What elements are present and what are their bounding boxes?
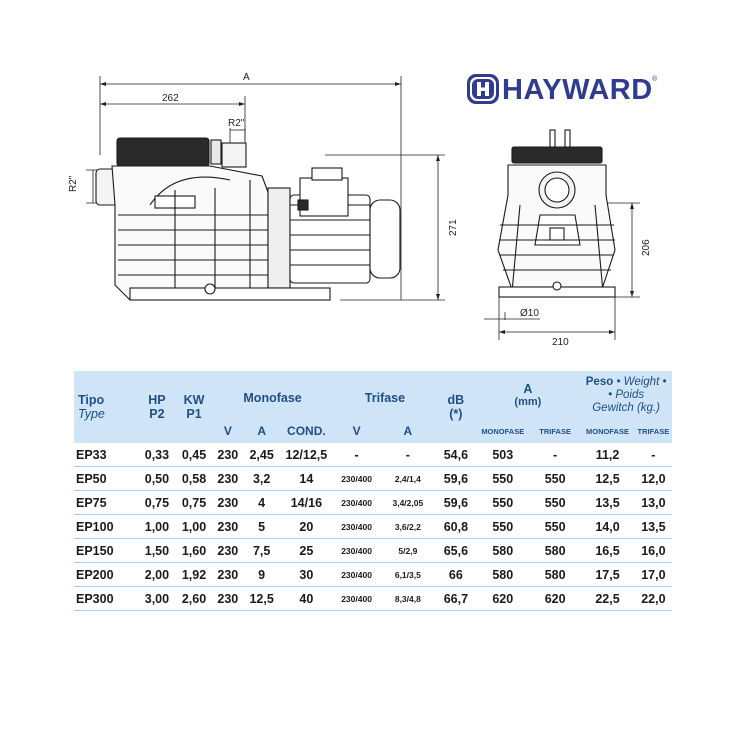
cell-kw: 1,00 — [177, 515, 212, 539]
table-row — [74, 587, 672, 611]
cell-w-mono: 16,5 — [580, 539, 635, 563]
type-label: Type — [78, 407, 105, 421]
sub-a-trifase: TRIFASE — [530, 419, 580, 443]
cell-db: 59,6 — [436, 467, 475, 491]
cell-v: 230 — [211, 491, 244, 515]
cell-hp: 0,50 — [137, 467, 176, 491]
cell-tri-v: 230/400 — [334, 491, 380, 515]
cell-a: 5 — [244, 515, 279, 539]
cell-tri-v: 230/400 — [334, 467, 380, 491]
weight-label: • Weight • — [616, 375, 667, 388]
brand-name: HAYWARD — [502, 74, 653, 106]
cell-v: 230 — [211, 515, 244, 539]
dim-271: 271 — [448, 219, 459, 236]
cell-cond: 14 — [279, 467, 334, 491]
cell-w-tri: 13,5 — [635, 515, 672, 539]
cell-model: EP150 — [74, 539, 137, 563]
cell-db: 54,6 — [436, 443, 475, 467]
dim-a: A — [243, 72, 250, 83]
peso-label: Peso — [585, 375, 614, 388]
cell-tri-a: 2,4/1,4 — [379, 467, 436, 491]
cell-w-mono: 17,5 — [580, 563, 635, 587]
sub-a-monofase: MONOFASE — [476, 419, 531, 443]
col-a — [476, 371, 581, 419]
cell-tri-v: - — [334, 443, 380, 467]
cell-tri-a: 6,1/3,5 — [379, 563, 436, 587]
cell-tri-v: 230/400 — [334, 515, 380, 539]
sub-tri-a: A — [379, 419, 436, 443]
cell-tri-v: 230/400 — [334, 539, 380, 563]
hp-label: HP — [148, 393, 166, 407]
dim-210: 210 — [552, 337, 569, 348]
cell-kw: 1,92 — [177, 563, 212, 587]
table-row — [74, 515, 672, 539]
cell-w-tri: 13,0 — [635, 491, 672, 515]
cell-w-mono: 22,5 — [580, 587, 635, 611]
col-kw — [177, 371, 212, 443]
cell-a-tri: 580 — [530, 539, 580, 563]
cell-a: 4 — [244, 491, 279, 515]
cell-a-mono: 580 — [476, 539, 531, 563]
dim-r2-top: R2" — [228, 118, 245, 129]
p2-label: P2 — [149, 407, 165, 421]
cell-a-mono: 550 — [476, 491, 531, 515]
cell-a-mono: 550 — [476, 515, 531, 539]
cell-kw: 1,60 — [177, 539, 212, 563]
table-row — [74, 563, 672, 587]
cell-v: 230 — [211, 563, 244, 587]
spec-table — [74, 371, 672, 611]
cell-a-mono: 503 — [476, 443, 531, 467]
cell-hp: 2,00 — [137, 563, 176, 587]
cell-hp: 0,33 — [137, 443, 176, 467]
cell-w-mono: 12,5 — [580, 467, 635, 491]
cell-a: 12,5 — [244, 587, 279, 611]
cell-db: 66 — [436, 563, 475, 587]
cell-v: 230 — [211, 539, 244, 563]
col-hp — [137, 371, 176, 443]
cell-db: 59,6 — [436, 491, 475, 515]
db-label: dB — [447, 393, 465, 407]
sub-w-monofase: MONOFASE — [580, 419, 635, 443]
cell-tri-a: - — [379, 443, 436, 467]
cell-a: 3,2 — [244, 467, 279, 491]
cell-cond: 30 — [279, 563, 334, 587]
cell-a-tri: 550 — [530, 467, 580, 491]
sub-w-trifase: TRIFASE — [635, 419, 672, 443]
cell-model: EP75 — [74, 491, 137, 515]
brand-registered-mark: ® — [652, 76, 658, 83]
sub-a: A — [244, 419, 279, 443]
cell-model: EP300 — [74, 587, 137, 611]
cell-a-tri: 550 — [530, 491, 580, 515]
cell-tri-a: 3,6/2,2 — [379, 515, 436, 539]
pump-front-view — [498, 130, 615, 297]
cell-a: 2,45 — [244, 443, 279, 467]
p1-label: P1 — [186, 407, 202, 421]
cell-cond: 14/16 — [279, 491, 334, 515]
cell-hp: 1,50 — [137, 539, 176, 563]
cell-a: 7,5 — [244, 539, 279, 563]
cell-kw: 2,60 — [177, 587, 212, 611]
dim-206: 206 — [641, 239, 652, 256]
col-tipo — [74, 371, 137, 443]
cell-cond: 25 — [279, 539, 334, 563]
col-trifase: Trifase — [334, 371, 437, 419]
table-row — [74, 491, 672, 515]
cell-db: 65,6 — [436, 539, 475, 563]
cell-w-tri: 17,0 — [635, 563, 672, 587]
cell-hp: 1,00 — [137, 515, 176, 539]
cell-tri-a: 3,4/2,05 — [379, 491, 436, 515]
cell-w-tri: 16,0 — [635, 539, 672, 563]
cell-w-tri: 22,0 — [635, 587, 672, 611]
cell-w-mono: 14,0 — [580, 515, 635, 539]
cell-model: EP50 — [74, 467, 137, 491]
kw-label: KW — [183, 393, 205, 407]
cell-db: 60,8 — [436, 515, 475, 539]
gewitch-label: Gewitch (kg.) — [592, 401, 660, 414]
cell-a-tri: - — [530, 443, 580, 467]
col-monofase: Monofase — [211, 371, 333, 419]
cell-a-tri: 620 — [530, 587, 580, 611]
hayward-logo — [466, 72, 666, 108]
cell-model: EP100 — [74, 515, 137, 539]
col-weight — [580, 371, 672, 419]
cell-a-mono: 620 — [476, 587, 531, 611]
cell-kw: 0,75 — [177, 491, 212, 515]
hayward-h-icon — [466, 72, 500, 106]
cell-kw: 0,58 — [177, 467, 212, 491]
sub-v: V — [211, 419, 244, 443]
cell-v: 230 — [211, 467, 244, 491]
dim-hole: Ø10 — [520, 308, 539, 319]
cell-w-tri: - — [635, 443, 672, 467]
dim-262: 262 — [162, 93, 179, 104]
cell-cond: 40 — [279, 587, 334, 611]
tipo-label: Tipo — [78, 393, 105, 407]
sub-tri-v: V — [334, 419, 380, 443]
cell-tri-a: 8,3/4,8 — [379, 587, 436, 611]
table-row — [74, 443, 672, 467]
table-row — [74, 539, 672, 563]
sub-cond: COND. — [279, 419, 334, 443]
cell-a: 9 — [244, 563, 279, 587]
cell-w-mono: 13,5 — [580, 491, 635, 515]
cell-db: 66,7 — [436, 587, 475, 611]
table-row — [74, 467, 672, 491]
cell-a-mono: 580 — [476, 563, 531, 587]
cell-tri-v: 230/400 — [334, 587, 380, 611]
cell-cond: 20 — [279, 515, 334, 539]
pump-side-view — [96, 138, 400, 300]
cell-v: 230 — [211, 443, 244, 467]
cell-a-mono: 550 — [476, 467, 531, 491]
a-unit: (mm) — [514, 396, 542, 408]
cell-model: EP200 — [74, 563, 137, 587]
cell-a-tri: 580 — [530, 563, 580, 587]
poids-label: • Poids — [608, 388, 645, 401]
cell-kw: 0,45 — [177, 443, 212, 467]
dim-r2-side: R2" — [68, 175, 79, 192]
cell-tri-a: 5/2,9 — [379, 539, 436, 563]
cell-cond: 12/12,5 — [279, 443, 334, 467]
cell-hp: 0,75 — [137, 491, 176, 515]
cell-model: EP33 — [74, 443, 137, 467]
col-db — [436, 371, 475, 443]
cell-w-tri: 12,0 — [635, 467, 672, 491]
cell-a-tri: 550 — [530, 515, 580, 539]
db-note: (*) — [449, 407, 463, 421]
cell-hp: 3,00 — [137, 587, 176, 611]
a-label: A — [523, 382, 533, 396]
cell-tri-v: 230/400 — [334, 563, 380, 587]
cell-w-mono: 11,2 — [580, 443, 635, 467]
cell-v: 230 — [211, 587, 244, 611]
